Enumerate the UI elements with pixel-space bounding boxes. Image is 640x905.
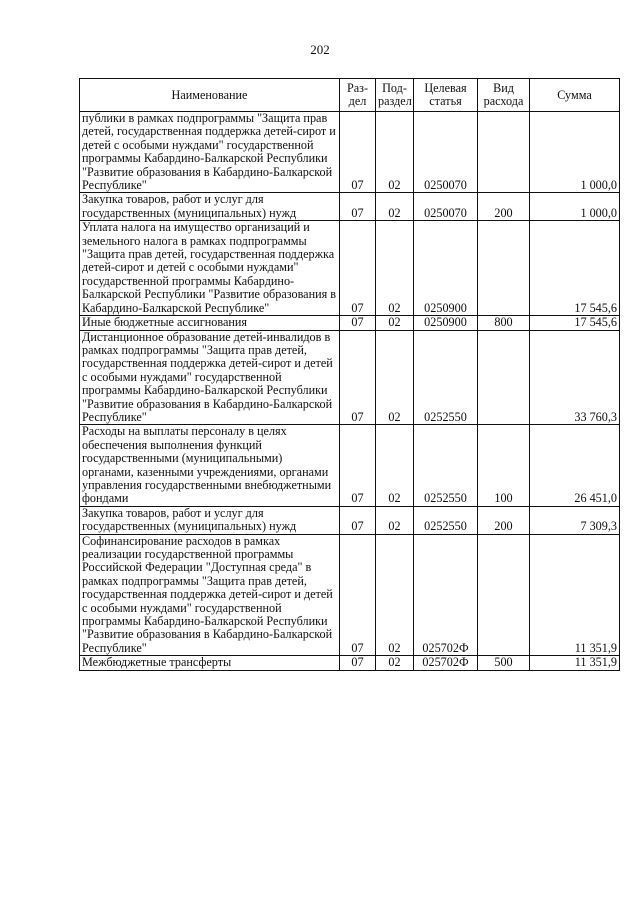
- table-row: [80, 506, 620, 534]
- row-section: 07: [340, 506, 376, 534]
- row-sum: 11 351,9: [530, 656, 620, 670]
- table-row: [80, 193, 620, 221]
- row-sum: 17 545,6: [530, 221, 620, 316]
- row-target: 0252550: [414, 425, 478, 506]
- row-expense-type: [478, 534, 530, 656]
- row-section: 07: [340, 112, 376, 193]
- row-subsection: 02: [376, 534, 414, 656]
- table-row: [80, 112, 620, 193]
- row-target: 0250070: [414, 193, 478, 221]
- row-sum: 33 760,3: [530, 330, 620, 425]
- row-subsection: 02: [376, 221, 414, 316]
- row-subsection: 02: [376, 316, 414, 330]
- row-name: Софинансирование расходов в рамках реализации государственной программы Российской Федерации "Доступная среда" в рамках подпрограммы "Защита прав детей, государственная поддержка детей-сирот и детей с особыми нуждами" государственной программы Кабардино-Балкарской Республики "Развитие образования в Кабардино-Балкарской Республике": [80, 534, 340, 656]
- page-number: 202: [310, 42, 330, 57]
- header-target: Целевая статья: [414, 79, 478, 112]
- row-subsection: 02: [376, 656, 414, 670]
- row-expense-type: 100: [478, 425, 530, 506]
- row-sum: 7 309,3: [530, 506, 620, 534]
- table-row: [80, 316, 620, 330]
- row-expense-type: [478, 221, 530, 316]
- row-subsection: 02: [376, 112, 414, 193]
- header-sum: Сумма: [530, 79, 620, 112]
- row-name: Закупка товаров, работ и услуг для государственных (муниципальных) нужд: [80, 506, 340, 534]
- row-name: Межбюджетные трансферты: [80, 656, 340, 670]
- header-expense-type: Вид расхода: [478, 79, 530, 112]
- row-section: 07: [340, 221, 376, 316]
- row-expense-type: [478, 330, 530, 425]
- row-section: 07: [340, 193, 376, 221]
- row-target: 0250900: [414, 221, 478, 316]
- row-subsection: 02: [376, 506, 414, 534]
- row-sum: 11 351,9: [530, 534, 620, 656]
- row-name: Расходы на выплаты персоналу в целях обеспечения выполнения функций государственными (муниципальными) органами, казенными учреждениями, органами управления государственными внебюджетными фондами: [80, 425, 340, 506]
- row-expense-type: 800: [478, 316, 530, 330]
- row-target: 025702Ф: [414, 534, 478, 656]
- table-row: [80, 221, 620, 316]
- table-header-row: [80, 79, 620, 112]
- row-section: 07: [340, 425, 376, 506]
- table-row: [80, 656, 620, 670]
- row-name: Уплата налога на имущество организаций и земельного налога в рамках подпрограммы "Защита прав детей, государственная поддержка детей-сирот и детей с особыми нуждами" государственной программы Кабардино-Балкарской Республики "Развитие образования в Кабардино-Балкарской Республике": [80, 221, 340, 316]
- row-subsection: 02: [376, 330, 414, 425]
- row-sum: 1 000,0: [530, 112, 620, 193]
- row-name: публики в рамках подпрограммы "Защита прав детей, государственная поддержка детей-сирот и детей с особыми нуждами" государственной программы Кабардино-Балкарской Республики "Развитие образования в Кабардино-Балкарской Республике": [80, 112, 340, 193]
- row-target: 0250070: [414, 112, 478, 193]
- row-expense-type: 200: [478, 506, 530, 534]
- row-sum: 1 000,0: [530, 193, 620, 221]
- row-section: 07: [340, 330, 376, 425]
- row-expense-type: [478, 112, 530, 193]
- row-target: 025702Ф: [414, 656, 478, 670]
- row-sum: 26 451,0: [530, 425, 620, 506]
- row-name: Закупка товаров, работ и услуг для государственных (муниципальных) нужд: [80, 193, 340, 221]
- row-subsection: 02: [376, 425, 414, 506]
- row-name: Дистанционное образование детей-инвалидов в рамках подпрограммы "Защита прав детей, государственная поддержка детей-сирот и детей с особыми нуждами" государственной программы Кабардино-Балкарской Республики "Развитие образования в Кабардино-Балкарской Республике": [80, 330, 340, 425]
- row-sum: 17 545,6: [530, 316, 620, 330]
- row-subsection: 02: [376, 193, 414, 221]
- row-section: 07: [340, 534, 376, 656]
- table-row: [80, 425, 620, 506]
- budget-table: [79, 78, 620, 671]
- header-subsection: Под-раздел: [376, 79, 414, 112]
- row-expense-type: 500: [478, 656, 530, 670]
- row-section: 07: [340, 656, 376, 670]
- header-name: Наименование: [80, 79, 340, 112]
- row-target: 0252550: [414, 506, 478, 534]
- row-target: 0252550: [414, 330, 478, 425]
- row-section: 07: [340, 316, 376, 330]
- table-row: [80, 534, 620, 656]
- row-expense-type: 200: [478, 193, 530, 221]
- header-section: Раз-дел: [340, 79, 376, 112]
- row-target: 0250900: [414, 316, 478, 330]
- row-name: Иные бюджетные ассигнования: [80, 316, 340, 330]
- table-row: [80, 330, 620, 425]
